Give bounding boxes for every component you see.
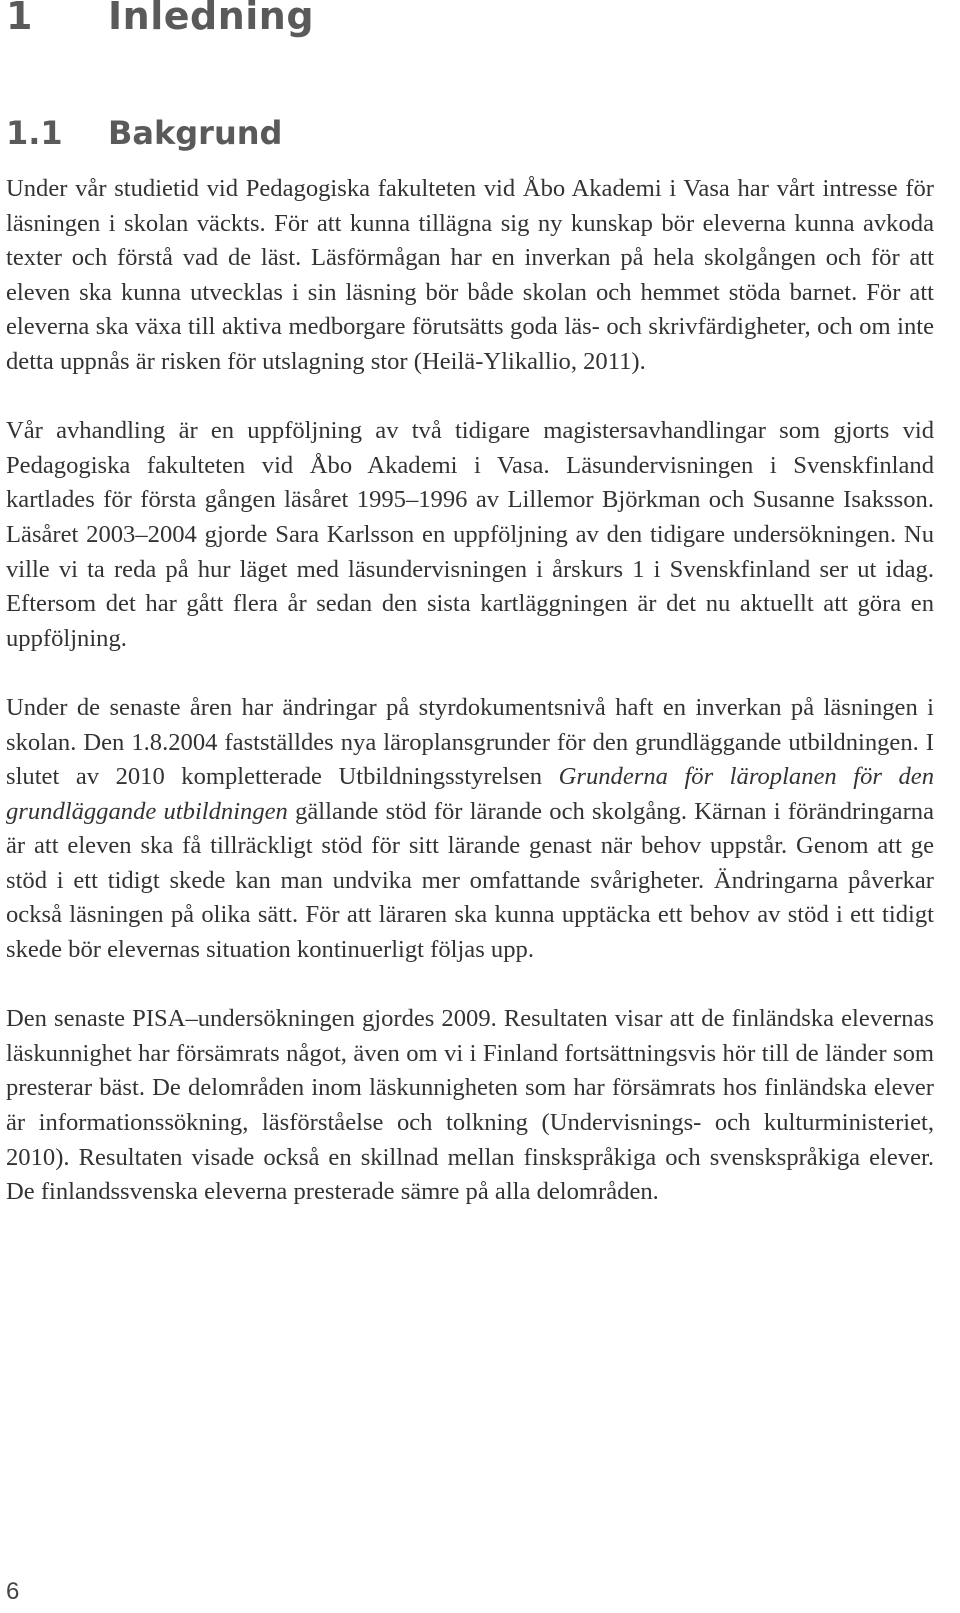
body-text bbox=[6, 172, 934, 1210]
section-title: Bakgrund bbox=[108, 114, 283, 152]
page-number: 6 bbox=[6, 1578, 20, 1605]
paragraph-4: Den senaste PISA–undersökningen gjordes 2009. Resultaten visar att de finländska elevernas läskunnighet har försämrats något, även om vi i Finland fortsättningsvis hör till de länder som presterar bäst. De delområden inom läskunnigheten som har försämrats hos finländska elever är informationssökning, läsförståelse och tolkning (Undervisnings- och kulturministeriet, 2010). Resultaten visade också en skillnad mellan finskspråkiga och svenskspråkiga elever. De finlandssvenska eleverna presterade sämre på alla delområden. bbox=[6, 1005, 934, 1206]
paragraph-3-text-start: Under de senaste åren har ändringar på styrdokumentsnivå haft en inverkan på läsningen i skolan. Den 1.8.2004 fastställdes nya läroplansgrunder för den grundläggande utbildningen. I slutet av 2010 kompletterade Utbildningsstyrelsen bbox=[6, 693, 934, 791]
paragraph-3 bbox=[6, 691, 934, 968]
paragraph-3-text-end: gällande stöd för lärande och skolgång. Kärnan i förändringarna är att eleven ska få tillräckligt stöd för sitt lärande genast när behov uppstår. Genom att ge stöd i ett tidigt skede kan man undvika mer omfattande svårigheter. Ändringarna påverkar också läsningen på olika sätt. För att läraren ska kunna upptäcka ett behov av stöd i ett tidigt skede bör elevernas situation kontinuerligt följas upp. bbox=[6, 797, 934, 964]
section-heading bbox=[6, 114, 283, 152]
chapter-title: Inledning bbox=[108, 0, 315, 38]
chapter-heading bbox=[6, 0, 315, 38]
paragraph-1: Under vår studietid vid Pedagogiska fakulteten vid Åbo Akademi i Vasa har vårt intresse för läsningen i skolan väckts. För att kunna tillägna sig ny kunskap bör eleverna kunna avkoda texter och förstå vad de läst. Läsförmågan har en inverkan på hela skolgången och för att eleven ska kunna utvecklas i sin läsning bör både skolan och hemmet stöda barnet. För att eleverna ska växa till aktiva medborgare förutsätts goda läs- och skrivfärdigheter, och om inte detta uppnås är risken för utslagning stor (Heilä-Ylikallio, 2011). bbox=[6, 175, 934, 375]
document-title-reference: Grunderna för läroplanen för den grundläggande utbildningen bbox=[6, 763, 934, 825]
paragraph-2: Vår avhandling är en uppföljning av två tidigare magistersavhandlingar som gjorts vid Pedagogiska fakulteten vid Åbo Akademi i Vasa. Läsundervisningen i Svenskfinland kartlades för första gången läsåret 1995–1996 av Lillemor Björkman och Susanne Isaksson. Läsåret 2003–2004 gjorde Sara Karlsson en uppföljning av den tidigare undersökningen. Nu ville vi ta reda på hur läget med läsundervisningen i årskurs 1 i Svenskfinland ser ut idag. Eftersom det har gått flera år sedan den sista kartläggningen är det nu aktuellt att göra en uppföljning. bbox=[6, 417, 934, 652]
section-number: 1.1 bbox=[6, 114, 63, 152]
chapter-number: 1 bbox=[6, 0, 33, 38]
